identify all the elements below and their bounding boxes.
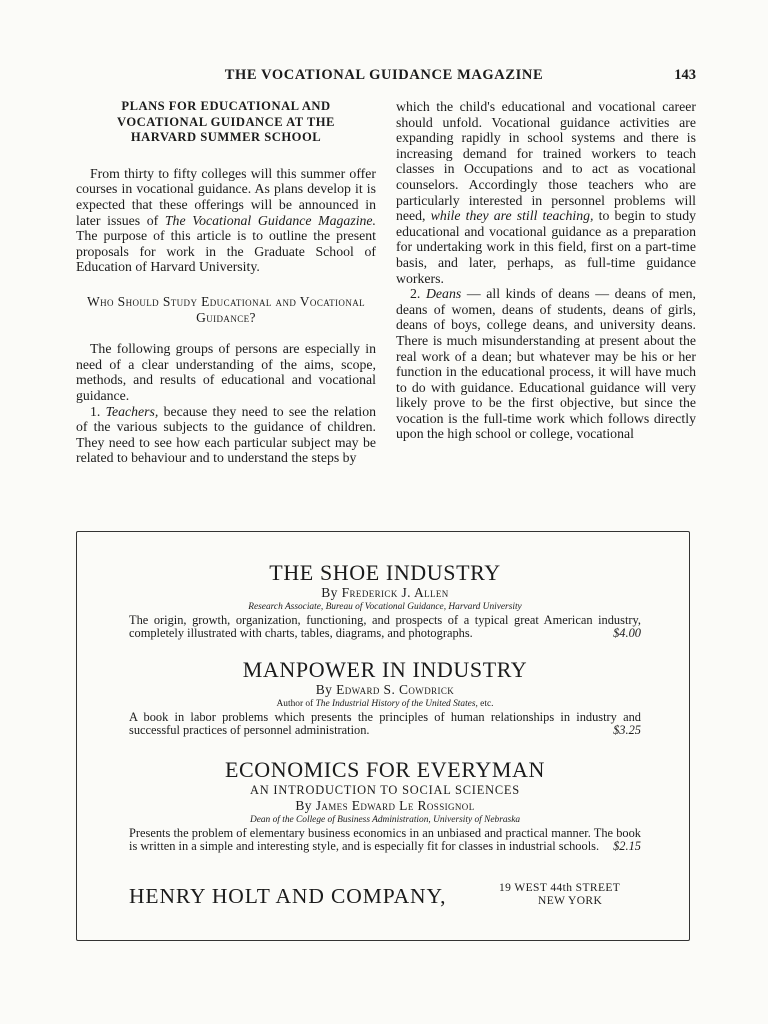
book-subtitle: AN INTRODUCTION TO SOCIAL SCIENCES (250, 783, 520, 797)
book-price: $2.15 (613, 839, 641, 853)
book-author (129, 585, 641, 601)
author-name: Frederick J. Allen (341, 585, 449, 600)
text-span: to begin to study educational and vocational guidance as a preparation for undertaking work in this field, first on a part-time basis, and later, perhaps, as full-time guidance workers. (396, 208, 696, 286)
text-span: From thirty to fifty colleges will this summer offer courses in vocational guidance. As plans develop it is expected that these offerings will be announced in later issues of (76, 165, 376, 228)
right-column (396, 99, 696, 442)
publisher-block (129, 882, 641, 914)
paragraph (396, 99, 696, 286)
text-span: — all kinds of deans — deans of men, deans of women, deans of students, deans of girls, deans of boys, college deans, and university deans. There is much misunderstanding at present about the real work of a dean; but whatever may be his or her function in the educational process, it will have much to do with guidance. Educational guidance will very likely prove to be the first objective, but since the vocation is the full-time work which follows directly upon the high school or college, vocational (396, 286, 697, 442)
book-description (129, 614, 641, 640)
book-description (129, 711, 641, 737)
book-title: THE SHOE INDUSTRY (269, 560, 501, 585)
book-price: $3.25 (613, 723, 641, 737)
publisher-address-city: NEW YORK (538, 895, 603, 907)
section-heading: Who Should Study Educational and Vocational Guidance? (86, 293, 366, 325)
italic-text: The Vocational Guidance Magazine. (164, 212, 376, 228)
italic-text: Teachers, (105, 403, 159, 419)
affiliation-prefix: Author of (276, 699, 316, 709)
paragraph (396, 286, 696, 442)
book-listing (129, 561, 641, 640)
paragraph (76, 404, 376, 466)
by-label: By (321, 585, 338, 600)
paragraph: The following groups of persons are especially in need of a clear understanding of the aims, scope, methods, and results of educational and vocational guidance. (76, 341, 376, 403)
paragraph (76, 166, 376, 275)
italic-text: Deans (425, 286, 462, 302)
publisher-name: HENRY HOLT AND COMPANY, (129, 884, 447, 908)
italic-text: while they are still teaching, (430, 208, 594, 224)
author-affiliation: Research Associate, Bureau of Vocational Guidance, Harvard University (248, 602, 522, 612)
text-span: which the child's educational and vocational career should unfold. Vocational guidance activities are expanding rapidly in school systems and there is increasing demand for trained workers to teach classes in Occupations and to act as vocational counselors. Accordingly those teachers who are particularly interested in personnel problems will need, (396, 99, 696, 224)
page-number: 143 (674, 67, 696, 83)
advertisement-content (129, 532, 641, 940)
book-price: $4.00 (613, 626, 641, 640)
book-description (129, 827, 641, 853)
book-author (129, 682, 641, 698)
description-text: The origin, growth, organization, functioning, and prospects of a typical great American industry, completely illustrated with charts, tables, diagrams, and photographs. (129, 613, 641, 640)
author-name: Edward S. Cowdrick (336, 682, 455, 697)
book-author (129, 798, 641, 814)
publisher-address-street: 19 WEST 44th STREET (499, 882, 621, 894)
by-label: By (315, 682, 333, 697)
description-text: A book in labor problems which presents the principles of human relationships in industry and successful practices of personnel administration. (129, 710, 641, 737)
book-listing (129, 758, 641, 853)
description-text: Presents the problem of elementary business economics in an unbiased and practical manner. The book is written in a simple and interesting style, and is especially fit for classes in industrial schools. (129, 826, 641, 853)
page-header (0, 67, 768, 87)
book-listing (129, 658, 641, 737)
book-title: MANPOWER IN INDUSTRY (242, 657, 528, 682)
by-label: By (295, 798, 312, 813)
left-column (76, 99, 376, 466)
text-span: The purpose of this article is to outline the present proposals for work in the Graduate School of Education of Harvard University. (76, 228, 376, 275)
running-head-title: THE VOCATIONAL GUIDANCE MAGAZINE (224, 67, 544, 83)
advertisement-box (76, 531, 690, 941)
affiliation-title: The Industrial History of the United States, (315, 699, 478, 709)
author-affiliation: Dean of the College of Business Administration, University of Nebraska (249, 815, 521, 825)
article-title: PLANS FOR EDUCATIONAL AND VOCATIONAL GUIDANCE AT THE HARVARD SUMMER SCHOOL (117, 99, 335, 145)
author-name: James Edward Le Rossignol (315, 798, 475, 813)
text-span: because they need to see the relation of the various subjects to the guidance of children. They need to see how each particular subject may be related to behaviour and to understand the steps by (76, 403, 376, 466)
list-number: 2. (410, 286, 426, 302)
affiliation-suffix: etc. (477, 699, 494, 709)
book-title: ECONOMICS FOR EVERYMAN (224, 757, 546, 782)
list-number: 1. (90, 403, 106, 419)
